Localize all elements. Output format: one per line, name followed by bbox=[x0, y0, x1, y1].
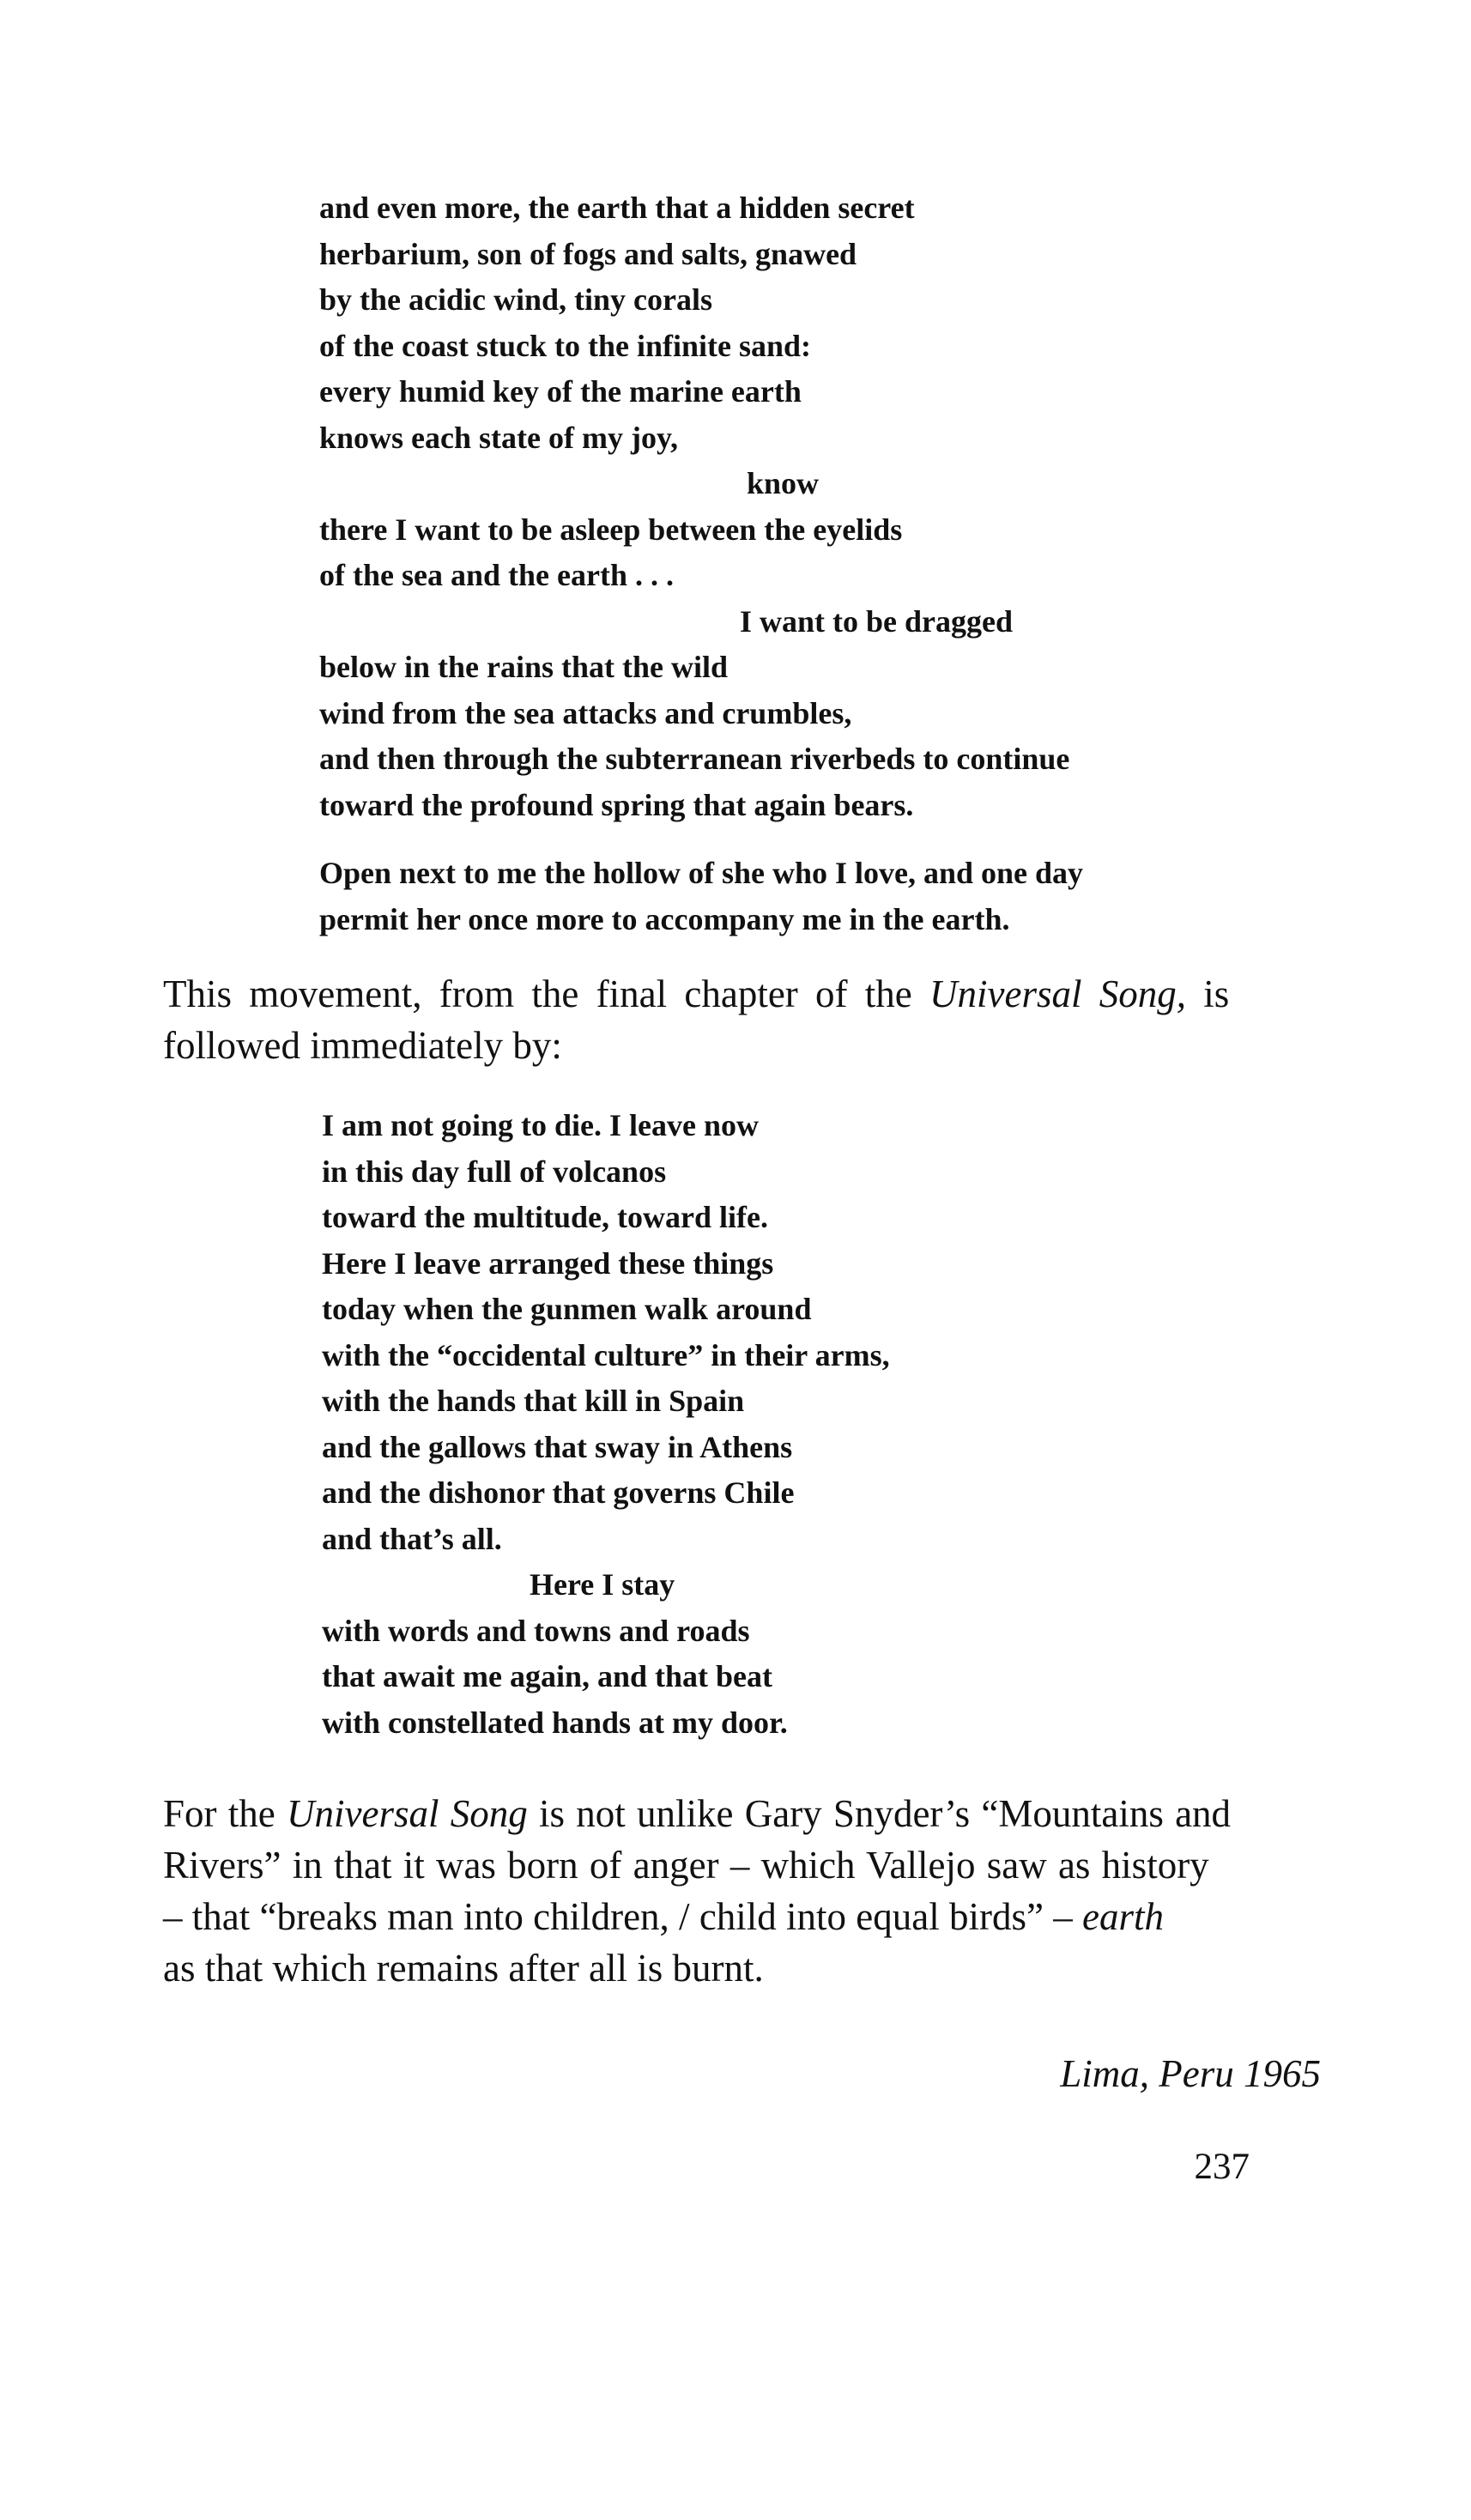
paragraph-line bbox=[163, 968, 1322, 1020]
poem-line: permit her once more to accompany me in the earth. bbox=[319, 901, 1010, 936]
poem-line: there I want to be asleep between the eyelids bbox=[319, 512, 903, 547]
place-and-date: Lima, Peru 1965 bbox=[1060, 2052, 1321, 2095]
paragraph-line: followed immediately by: bbox=[163, 1024, 562, 1067]
book-title: Universal Song, bbox=[929, 972, 1186, 1015]
poem-line: wind from the sea attacks and crumbles, bbox=[319, 695, 852, 730]
poem-line: by the acidic wind, tiny corals bbox=[319, 282, 713, 317]
poem-line: of the sea and the earth . . . bbox=[319, 558, 674, 592]
poem-line: in this day full of volcanos bbox=[322, 1154, 667, 1189]
poem-line: today when the gunmen walk around bbox=[322, 1292, 812, 1326]
poem-line: of the coast stuck to the infinite sand: bbox=[319, 328, 811, 363]
poem-line: and then through the subterranean riverbeds to continue bbox=[319, 742, 1070, 776]
poem-excerpt-1 bbox=[319, 185, 1263, 942]
poem-line: toward the multitude, toward life. bbox=[322, 1200, 768, 1234]
paragraph-line: as that which remains after all is burnt. bbox=[163, 1947, 764, 1990]
poem-line: and the gallows that sway in Athens bbox=[322, 1429, 793, 1464]
poem-excerpt-2 bbox=[322, 1103, 1266, 1746]
text-run: is bbox=[1185, 972, 1230, 1015]
poem-line: with constellated hands at my door. bbox=[322, 1705, 788, 1740]
poem-line: and the dishonor that governs Chile bbox=[322, 1475, 795, 1510]
poem-line: every humid key of the marine earth bbox=[319, 374, 802, 409]
text-run: For the bbox=[163, 1792, 287, 1835]
text-run: This movement, from the final chapter of the bbox=[163, 972, 929, 1015]
poem-line: below in the rains that the wild bbox=[319, 650, 729, 684]
poem-line: with the hands that kill in Spain bbox=[322, 1384, 745, 1418]
poem-line: I am not going to die. I leave now bbox=[322, 1108, 760, 1142]
text-run: – that “breaks man into children, / child into equal birds” – bbox=[163, 1895, 1082, 1938]
commentary-paragraph-1 bbox=[163, 968, 1322, 1071]
commentary-paragraph-2 bbox=[163, 1788, 1322, 1994]
paragraph-line bbox=[163, 1891, 1322, 1942]
poem-line: know bbox=[747, 466, 820, 500]
poem-line: with words and towns and roads bbox=[322, 1613, 750, 1648]
poem-line: I want to be dragged bbox=[740, 603, 1014, 639]
poem-line: toward the profound spring that again bears. bbox=[319, 787, 914, 822]
book-title: Universal Song bbox=[287, 1792, 528, 1835]
poem-line: with the “occidental culture” in their arms, bbox=[322, 1337, 890, 1372]
poem-line: and that’s all. bbox=[322, 1521, 502, 1556]
poem-line: knows each state of my joy, bbox=[319, 420, 678, 455]
poem-line: that await me again, and that beat bbox=[322, 1659, 773, 1693]
page-number: 237 bbox=[1194, 2147, 1250, 2187]
text-run: is not unlike Gary Snyder’s “Mountains and bbox=[527, 1792, 1232, 1835]
paragraph-line bbox=[163, 1788, 1322, 1839]
poem-line: Open next to me the hollow of she who I love, and one day bbox=[319, 856, 1084, 890]
poem-line: herbarium, son of fogs and salts, gnawed bbox=[319, 236, 857, 271]
emphasis: earth bbox=[1081, 1895, 1164, 1938]
poem-line: Here I leave arranged these things bbox=[322, 1245, 774, 1281]
paragraph-line: Rivers” in that it was born of anger – which Vallejo saw as history bbox=[163, 1844, 1209, 1887]
poem-line: and even more, the earth that a hidden secret bbox=[319, 191, 915, 225]
poem-line: Here I stay bbox=[530, 1567, 675, 1602]
